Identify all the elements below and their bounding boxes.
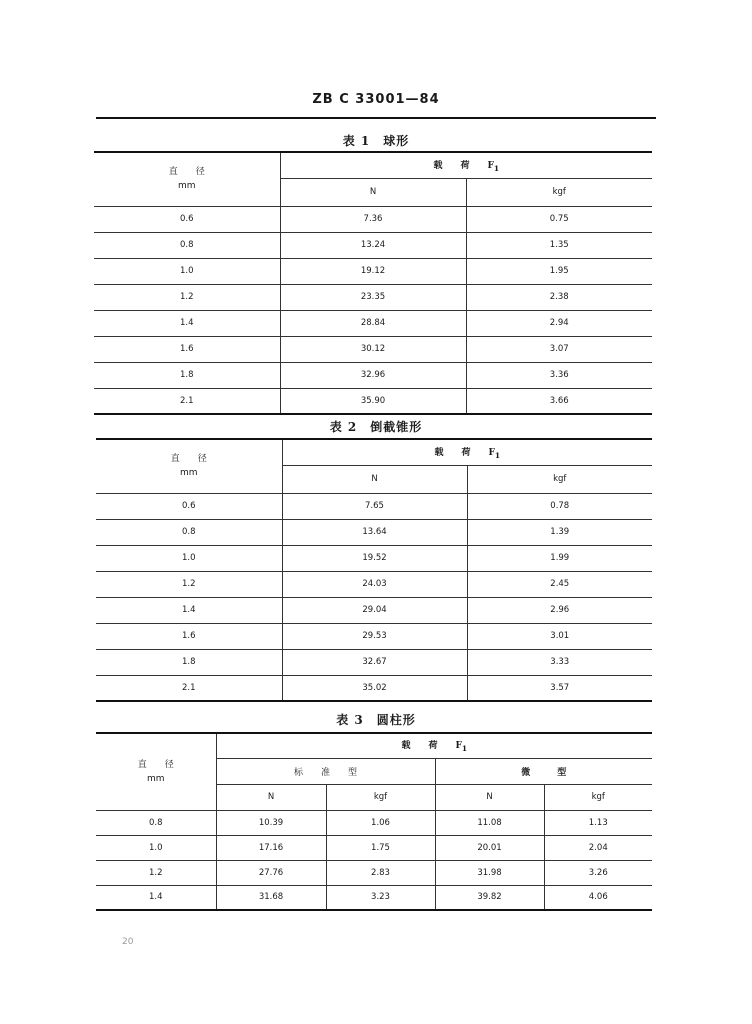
value-cell: 2.04 <box>544 835 652 860</box>
value-cell: 7.65 <box>282 493 467 519</box>
value-cell: 32.67 <box>282 649 467 675</box>
table-2 <box>96 438 652 702</box>
value-cell: 3.26 <box>544 860 652 885</box>
value-cell: 27.76 <box>216 860 326 885</box>
value-cell: 19.12 <box>280 258 466 284</box>
table-row <box>94 388 652 414</box>
table-row <box>96 493 652 519</box>
load-subscript: 1 <box>493 163 500 173</box>
value-cell: 3.23 <box>326 885 435 910</box>
value-cell: 30.12 <box>280 336 466 362</box>
standard-type-header: 标 准 型 <box>216 758 435 784</box>
value-cell: 2.96 <box>467 597 652 623</box>
value-cell: 3.57 <box>467 675 652 701</box>
value-cell: 1.75 <box>326 835 435 860</box>
table-row <box>96 597 652 623</box>
table-row <box>96 649 652 675</box>
micro-type-header: 微 型 <box>435 758 652 784</box>
value-cell: 3.33 <box>467 649 652 675</box>
standard-code-header: ZB C 33001—84 <box>312 92 440 107</box>
value-cell: 13.64 <box>282 519 467 545</box>
table-row <box>96 810 652 835</box>
unit-n-header: N <box>282 465 467 493</box>
table-3-body <box>96 810 652 910</box>
table-row <box>96 860 652 885</box>
value-cell: 4.06 <box>544 885 652 910</box>
value-cell: 35.02 <box>282 675 467 701</box>
diameter-cell: 0.6 <box>96 493 282 519</box>
unit-n-header: N <box>280 178 466 206</box>
load-header-cell <box>282 439 652 465</box>
diameter-cell: 1.8 <box>94 362 280 388</box>
value-cell: 32.96 <box>280 362 466 388</box>
value-cell: 23.35 <box>280 284 466 310</box>
value-cell: 31.68 <box>216 885 326 910</box>
load-label: 载 荷 F <box>434 447 495 458</box>
diameter-unit: mm <box>146 773 165 784</box>
table-3 <box>96 732 652 911</box>
value-cell: 11.08 <box>435 810 544 835</box>
table-row <box>96 885 652 910</box>
micro-unit-n-header: N <box>435 784 544 810</box>
value-cell: 1.06 <box>326 810 435 835</box>
diameter-label: 直 径 <box>170 454 207 465</box>
diameter-cell: 1.0 <box>94 258 280 284</box>
table-row <box>94 336 652 362</box>
value-cell: 24.03 <box>282 571 467 597</box>
diameter-cell: 1.8 <box>96 649 282 675</box>
table-row <box>94 258 652 284</box>
table-row <box>94 206 652 232</box>
value-cell: 2.45 <box>467 571 652 597</box>
unit-kgf-header: kgf <box>466 178 652 206</box>
load-label: 载 荷 F <box>433 160 494 171</box>
table-1-body <box>94 206 652 414</box>
value-cell: 1.99 <box>467 545 652 571</box>
diameter-cell: 0.8 <box>96 519 282 545</box>
diameter-cell: 1.4 <box>94 310 280 336</box>
table-row <box>96 623 652 649</box>
load-label: 载 荷 F <box>401 741 462 752</box>
standard-unit-n-header: N <box>216 784 326 810</box>
value-cell: 1.35 <box>466 232 652 258</box>
load-subscript: 1 <box>494 450 501 460</box>
diameter-cell: 1.2 <box>96 860 216 885</box>
value-cell: 13.24 <box>280 232 466 258</box>
unit-kgf-header: kgf <box>467 465 652 493</box>
table-1 <box>94 151 652 415</box>
value-cell: 7.36 <box>280 206 466 232</box>
diameter-label: 直 径 <box>137 759 174 770</box>
diameter-cell: 1.4 <box>96 885 216 910</box>
diameter-header-cell <box>94 152 280 206</box>
table-row <box>96 519 652 545</box>
value-cell: 39.82 <box>435 885 544 910</box>
table-2-caption: 表 2 倒截锥形 <box>329 420 423 434</box>
value-cell: 3.01 <box>467 623 652 649</box>
value-cell: 3.36 <box>466 362 652 388</box>
value-cell: 0.75 <box>466 206 652 232</box>
diameter-cell: 0.6 <box>94 206 280 232</box>
value-cell: 1.39 <box>467 519 652 545</box>
diameter-cell: 1.2 <box>94 284 280 310</box>
load-header-cell <box>280 152 652 178</box>
value-cell: 3.07 <box>466 336 652 362</box>
diameter-header-cell <box>96 733 216 810</box>
table-1-caption: 表 1 球形 <box>342 134 410 148</box>
diameter-cell: 1.6 <box>96 623 282 649</box>
table-row <box>96 675 652 701</box>
table-row <box>96 571 652 597</box>
diameter-cell: 1.2 <box>96 571 282 597</box>
diameter-cell: 0.8 <box>96 810 216 835</box>
value-cell: 31.98 <box>435 860 544 885</box>
diameter-cell: 1.4 <box>96 597 282 623</box>
diameter-cell: 2.1 <box>94 388 280 414</box>
load-subscript: 1 <box>461 744 468 754</box>
value-cell: 29.53 <box>282 623 467 649</box>
page-number: 20 <box>122 937 134 947</box>
standard-unit-kgf-header: kgf <box>326 784 435 810</box>
value-cell: 2.38 <box>466 284 652 310</box>
value-cell: 29.04 <box>282 597 467 623</box>
table-2-body <box>96 493 652 701</box>
value-cell: 10.39 <box>216 810 326 835</box>
diameter-cell: 0.8 <box>94 232 280 258</box>
diameter-header-cell <box>96 439 282 493</box>
value-cell: 1.13 <box>544 810 652 835</box>
micro-unit-kgf-header: kgf <box>544 784 652 810</box>
value-cell: 28.84 <box>280 310 466 336</box>
value-cell: 3.66 <box>466 388 652 414</box>
diameter-cell: 1.0 <box>96 545 282 571</box>
table-row <box>94 284 652 310</box>
diameter-unit: mm <box>179 468 198 479</box>
header-rule <box>96 117 656 119</box>
table-row <box>96 545 652 571</box>
value-cell: 20.01 <box>435 835 544 860</box>
diameter-unit: mm <box>177 181 196 192</box>
diameter-cell: 2.1 <box>96 675 282 701</box>
table-row <box>94 232 652 258</box>
value-cell: 1.95 <box>466 258 652 284</box>
value-cell: 17.16 <box>216 835 326 860</box>
diameter-cell: 1.0 <box>96 835 216 860</box>
table-row <box>94 362 652 388</box>
value-cell: 35.90 <box>280 388 466 414</box>
value-cell: 0.78 <box>467 493 652 519</box>
value-cell: 2.83 <box>326 860 435 885</box>
table-3-caption: 表 3 圆柱形 <box>336 713 416 727</box>
table-row <box>94 310 652 336</box>
value-cell: 2.94 <box>466 310 652 336</box>
load-header-cell <box>216 733 652 758</box>
diameter-cell: 1.6 <box>94 336 280 362</box>
value-cell: 19.52 <box>282 545 467 571</box>
table-row <box>96 835 652 860</box>
diameter-label: 直 径 <box>168 167 205 178</box>
